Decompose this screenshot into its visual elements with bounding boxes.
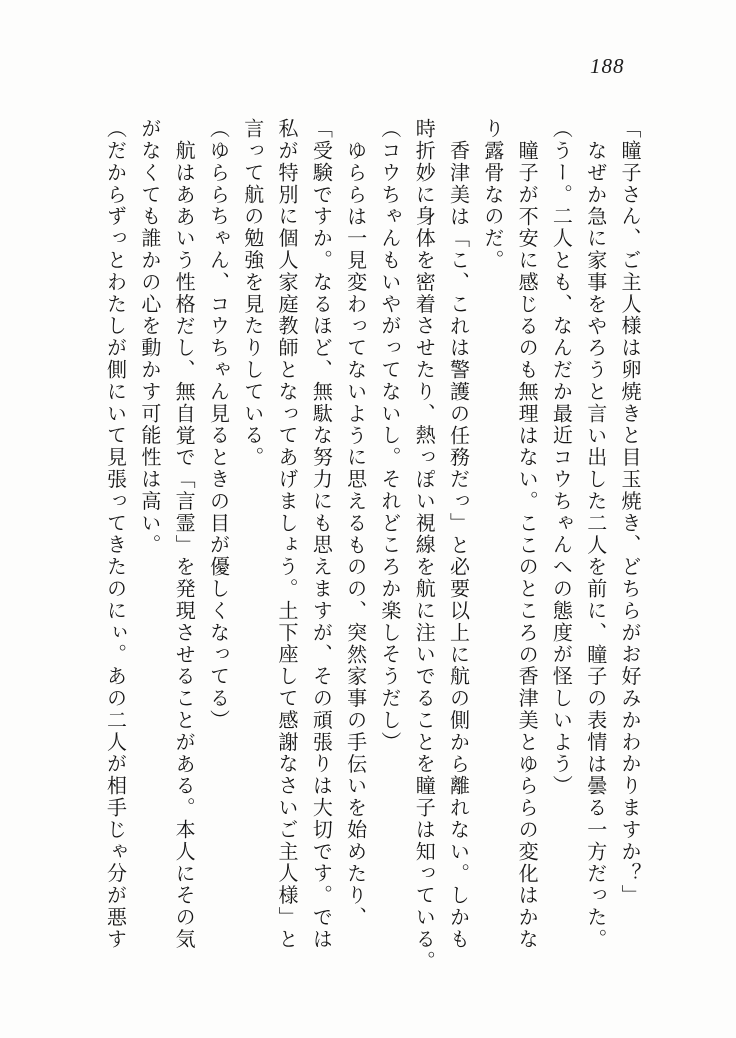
text-line: 瞳子が不安に感じるのも無理はない。ここのところの香津美とゆららの変化はかな (515, 140, 538, 951)
text-line: ゆららは一見変わってないように思えるものの、突然家事の手伝いを始めたり、 (343, 140, 366, 929)
text-line: り露骨なのだ。 (480, 118, 503, 272)
text-line: なぜか急に家事をやろうと言い出した二人を前に、瞳子の表情は曇る一方だった。 (583, 140, 606, 951)
text-line: 香津美は「こ、これは警護の任務だっ」と必要以上に航の側から離れない。しかも (446, 140, 469, 951)
vertical-text-area (97, 118, 646, 976)
text-line: （うー。二人とも、なんだか最近コウちゃんへの態度が怪しいよう） (549, 118, 572, 797)
page-number: 188 (590, 54, 625, 78)
text-line: （コウちゃんもいやがってないし。それどころか楽しそうだし） (377, 118, 400, 754)
text-line: （だからずっとわたしが側にいて見張ってきたのにぃ。あの二人が相手じゃ分が悪す (103, 118, 126, 951)
text-line: がなくても誰かの心を動かす可能性は高い。 (137, 118, 160, 556)
text-line: 航はああいう性格だし、無自覚で「言霊」を発現させることがある。本人にその気 (172, 140, 195, 951)
text-line: 言って航の勉強を見たりしている。 (240, 118, 263, 469)
text-line: 「瞳子さん、ご主人様は卵焼きと目玉焼き、どちらがお好みかわかりますか？」 (618, 118, 640, 907)
text-line: 「受験ですか。なるほど、無駄な努力にも思えますが、その頑張りは大切です。では (309, 118, 332, 951)
text-line: （ゆららちゃん、コウちゃん見るときの目が優しくなってる） (206, 118, 229, 732)
text-line: 私が特別に個人家庭教師となってあげましょう。土下座して感謝なさいご主人様」と (275, 118, 298, 951)
text-line: 時折妙に身体を密着させたり、熱っぽい視線を航に注いでることを瞳子は知っている。 (412, 118, 435, 973)
